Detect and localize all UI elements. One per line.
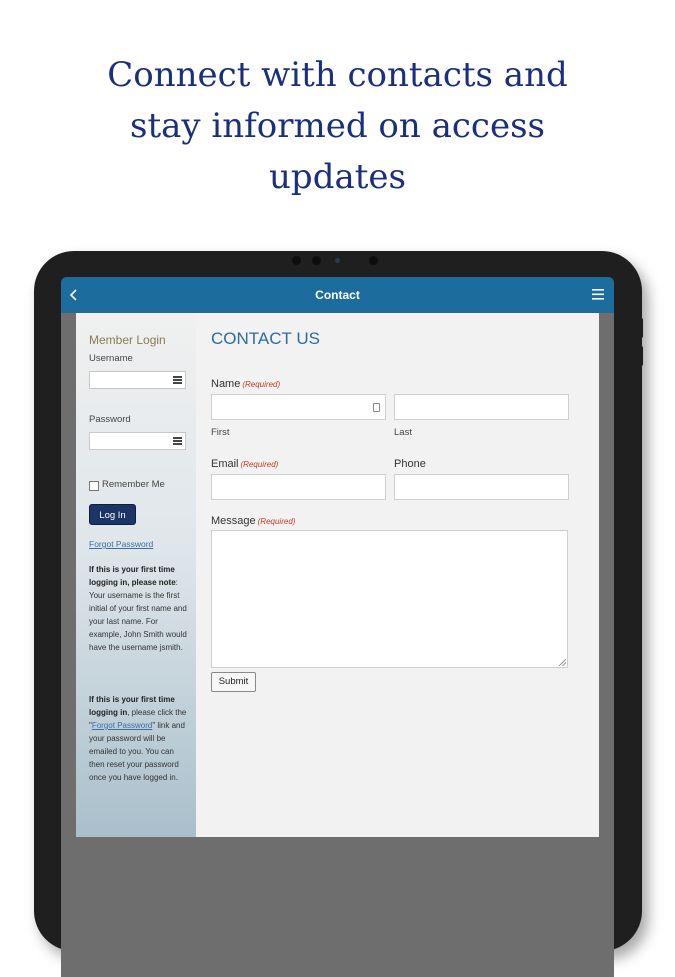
- note-text: , please click the ": [89, 708, 187, 730]
- first-login-note: [89, 563, 187, 654]
- first-name-input[interactable]: [211, 394, 386, 420]
- email-label-text: Email: [211, 458, 239, 470]
- app-bar-title: Contact: [315, 288, 360, 302]
- contact-us-title: CONTACT US: [211, 329, 320, 348]
- headline-line-1: Connect with contacts and: [107, 55, 568, 95]
- tablet-screen: [61, 277, 614, 977]
- note-emphasis: If this is your first time logging in, please note: [89, 565, 176, 587]
- email-label: [211, 458, 278, 470]
- member-login-title: Member Login: [89, 333, 166, 347]
- last-sublabel: Last: [394, 427, 412, 438]
- submit-button[interactable]: Submit: [211, 672, 256, 692]
- phone-label: Phone: [394, 458, 426, 470]
- chevron-left-icon[interactable]: [67, 285, 83, 305]
- required-marker: (Required): [257, 517, 296, 526]
- autofill-contact-icon[interactable]: [373, 403, 380, 412]
- remember-me-row[interactable]: [89, 478, 165, 491]
- username-label: Username: [89, 353, 133, 364]
- first-login-password-note: [89, 693, 187, 784]
- password-input[interactable]: [89, 432, 186, 450]
- app-bar: [61, 277, 614, 313]
- required-marker: (Required): [242, 380, 281, 389]
- note-emphasis: If this is your first time logging in: [89, 695, 175, 717]
- promo-headline: [0, 50, 675, 203]
- first-sublabel: First: [211, 427, 230, 438]
- phone-input[interactable]: [394, 474, 569, 500]
- autofill-key-icon[interactable]: [173, 437, 182, 445]
- contact-form-area: [196, 313, 599, 837]
- camera-lens: [335, 258, 340, 263]
- name-label: [211, 378, 280, 390]
- email-input[interactable]: [211, 474, 386, 500]
- note-text: " link and your password will be emailed to you. You can then reset your password once you have logged in.: [89, 721, 185, 782]
- camera-sensor: [292, 256, 301, 265]
- headline-line-2: stay informed on access: [130, 106, 545, 146]
- member-login-sidebar: [76, 313, 196, 837]
- username-input[interactable]: [89, 371, 186, 389]
- autofill-key-icon[interactable]: [173, 376, 182, 384]
- page-content: [76, 313, 599, 837]
- message-textarea[interactable]: [211, 530, 568, 668]
- headline-line-3: updates: [269, 157, 406, 197]
- password-label: Password: [89, 414, 131, 425]
- log-in-button[interactable]: Log In: [89, 504, 136, 525]
- camera-sensor: [312, 256, 321, 265]
- last-name-input[interactable]: [394, 394, 569, 420]
- tablet-device-frame: [34, 251, 642, 951]
- camera-sensor: [369, 256, 378, 265]
- message-label-text: Message: [211, 515, 256, 527]
- note-text: : Your username is the first initial of your first name and your last name. For example, John Smith would have the username jsmith.: [89, 578, 187, 652]
- message-label: [211, 515, 295, 527]
- hamburger-menu-icon[interactable]: [592, 289, 604, 300]
- resize-grip-icon[interactable]: [559, 659, 566, 666]
- required-marker: (Required): [240, 460, 279, 469]
- forgot-password-link[interactable]: Forgot Password: [89, 539, 154, 549]
- name-label-text: Name: [211, 378, 241, 390]
- remember-me-checkbox[interactable]: [89, 481, 99, 491]
- forgot-password-inline-link[interactable]: Forgot Password: [91, 721, 153, 730]
- remember-me-label: Remember Me: [102, 479, 165, 490]
